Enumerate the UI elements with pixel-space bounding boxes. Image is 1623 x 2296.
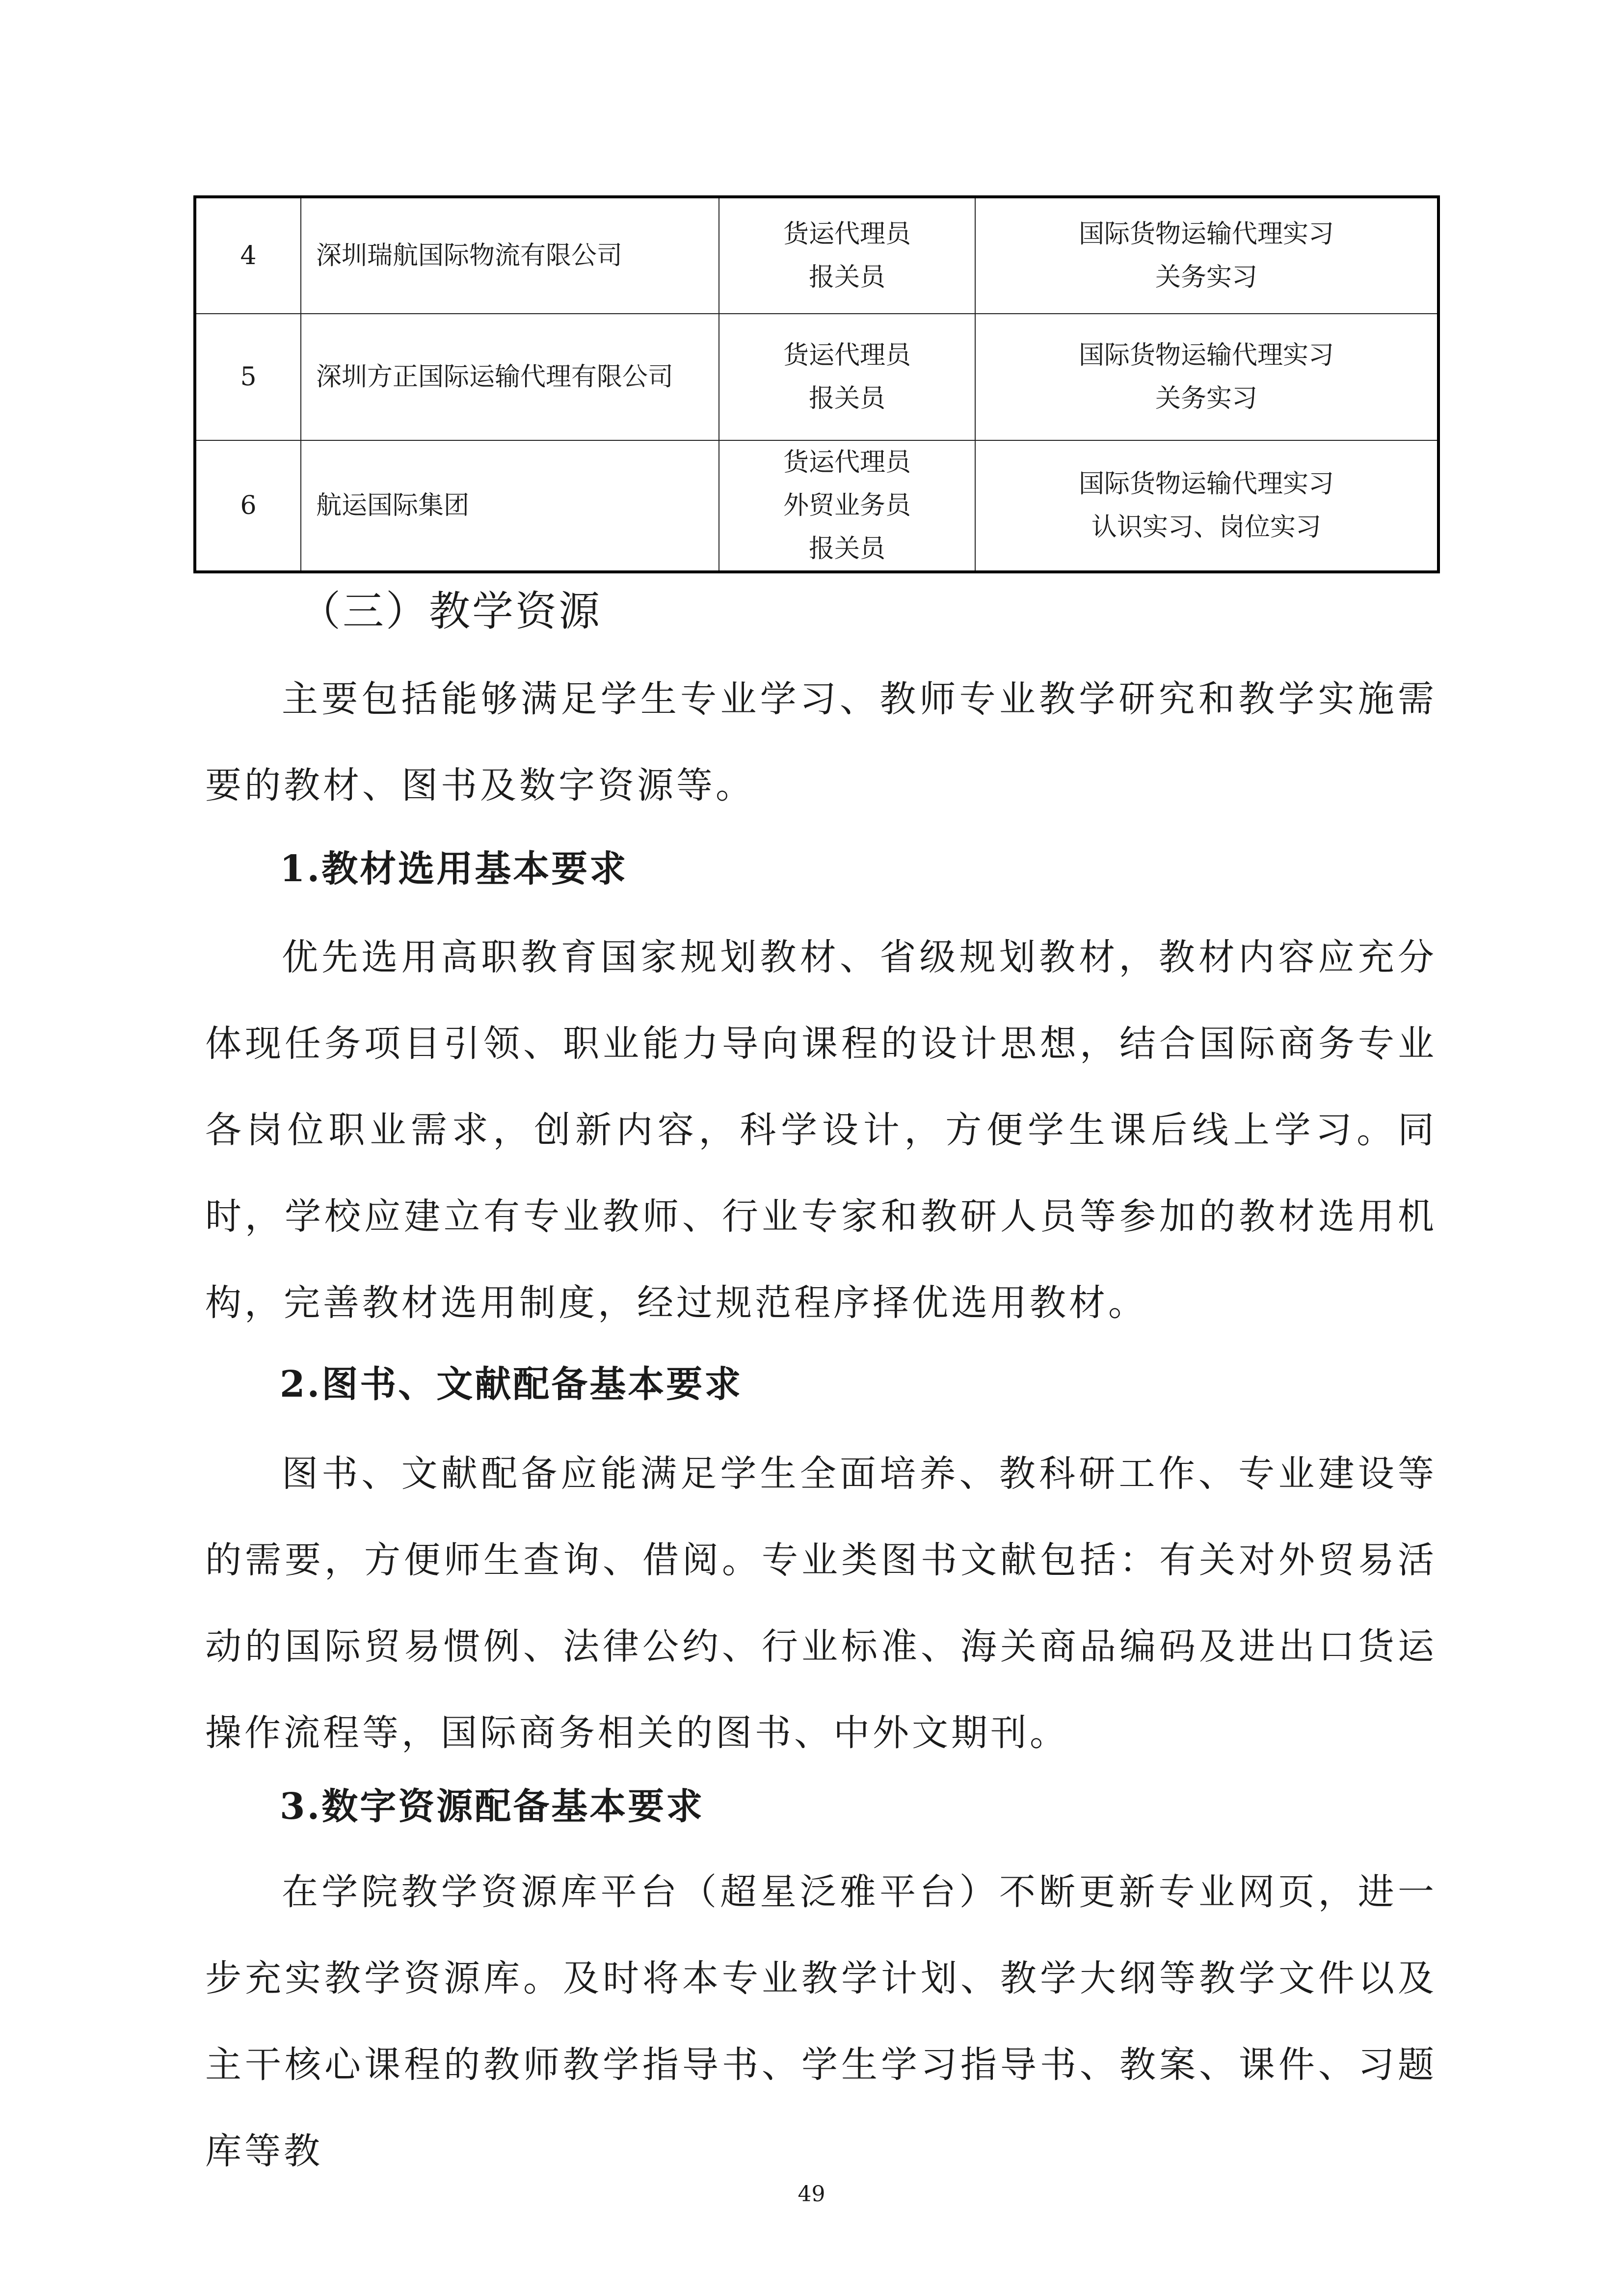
job-post: 货运代理员 [783,341,911,370]
intro-paragraph: 主要包括能够满足学生专业学习、教师专业教学研究和教学实施需要的教材、图书及数字资源等。 [205,678,1437,807]
internship-partner-table [193,195,1440,573]
subsection-heading-library: 2.图书、文献配备基本要求 [280,1363,743,1405]
table-row [195,440,1438,572]
subsection-heading-digital: 3.数字资源配备基本要求 [280,1785,705,1828]
digital-paragraph: 在学院教学资源库平台（超星泛雅平台）不断更新专业网页，进一步充实教学资源库。及时将本专业教学计划、教学大纲等教学文件以及主干核心课程的教师教学指导书、学生学习指导书、教案、课件、习题库等教 [205,1871,1437,2172]
textbooks-paragraph: 优先选用高职教育国家规划教材、省级规划教材，教材内容应充分体现任务项目引领、职业能力导向课程的设计思想，结合国际商务专业各岗位职业需求，创新内容，科学设计，方便学生课后线上学习。同时，学校应建立有专业教师、行业专家和教研人员等参加的教材选用机构，完善教材选用制度，经过规范程序择优选用教材。 [205,936,1437,1324]
row-number: 4 [195,197,301,314]
company-name: 深圳方正国际运输代理有限公司 [301,314,719,440]
internship-item: 认识实习、岗位实习 [1091,513,1321,542]
job-post: 货运代理员 [783,219,911,249]
job-posts [719,440,975,572]
internship-items [975,197,1438,314]
job-post: 货运代理员 [783,448,911,477]
job-post: 外贸业务员 [783,491,911,520]
internship-items [975,440,1438,572]
page-number: 49 [798,2182,825,2207]
table-row [195,197,1438,314]
library-paragraph: 图书、文献配备应能满足学生全面培养、教科研工作、专业建设等的需要，方便师生查询、借阅。专业类图书文献包括：有关对外贸易活动的国际贸易惯例、法律公约、行业标准、海关商品编码及进出口货运操作流程等，国际商务相关的图书、中外文期刊。 [205,1453,1437,1754]
company-name: 深圳瑞航国际物流有限公司 [301,197,719,314]
table-row [195,314,1438,440]
job-post: 报关员 [808,263,885,292]
internship-item: 国际货物运输代理实习 [1078,469,1334,499]
internship-item: 国际货物运输代理实习 [1078,341,1334,370]
job-post: 报关员 [808,384,885,413]
job-post: 报关员 [808,534,885,564]
section-title: （三）教学资源 [299,587,602,635]
internship-item: 关务实习 [1155,384,1257,413]
row-number: 6 [195,440,301,572]
row-number: 5 [195,314,301,440]
job-posts [719,314,975,440]
subsection-heading-textbooks: 1.教材选用基本要求 [280,848,628,890]
internship-item: 国际货物运输代理实习 [1078,219,1334,249]
company-name: 航运国际集团 [301,440,719,572]
job-posts [719,197,975,314]
internship-items [975,314,1438,440]
internship-item: 关务实习 [1155,263,1257,292]
